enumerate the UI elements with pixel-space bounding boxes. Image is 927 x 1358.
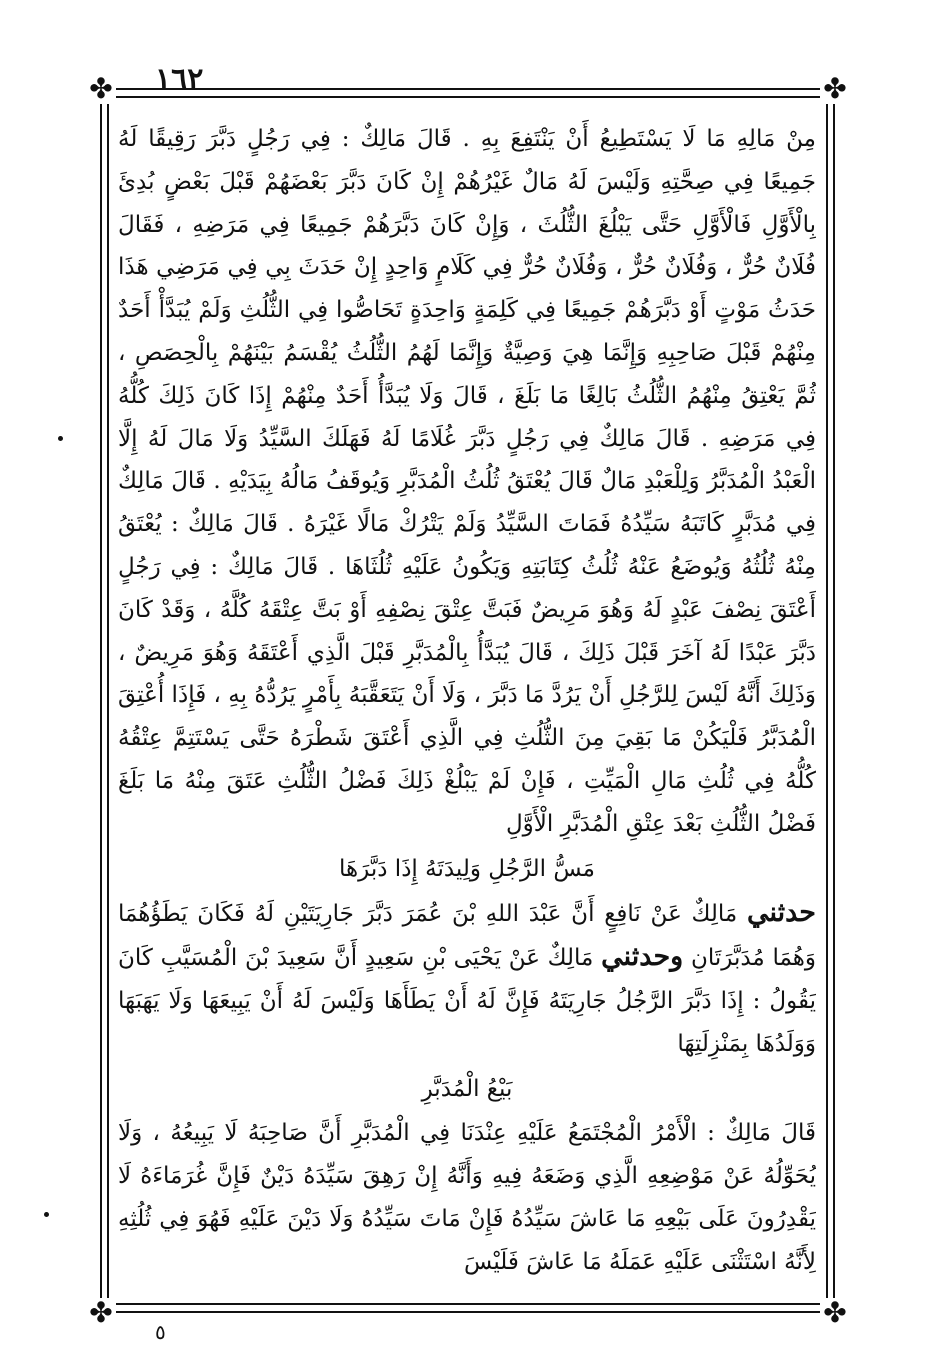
stray-dot [44, 1212, 49, 1217]
paragraph-mudabbar-rulings: مِنْ مَالِهِ مَا لَا يَسْتَطِيعُ أَنْ يَنْتَفِعَ بِهِ . قَالَ مَالِكٌ : فِي رَجُلٍ دَبَّرَ رَقِيقًا لَهُ جَمِيعًا فِي صِحَّتِهِ وَلَيْسَ لَهُ مَالٌ غَيْرُهُمْ إِنْ كَانَ دَبَّرَ بَعْضَهُمْ قَبْلَ بَعْضٍ بُدِئَ بِالْأَوَّلِ فَالْأَوَّلِ حَتَّى يَبْلُغَ الثُّلُثَ ، وَإِنْ كَانَ دَبَّرَهُمْ جَمِيعًا فِي مَرَضِهِ ، فَقَالَ فُلَانٌ حُرٌّ ، وَفُلَانٌ حُرٌّ ، وَفُلَانٌ حُرٌّ فِي كَلَامٍ وَاحِدٍ إِنْ حَدَثَ بِي فِي مَرَضِي هَذَا حَدَثُ مَوْتٍ أَوْ دَبَّرَهُمْ جَمِيعًا فِي كَلِمَةٍ وَاحِدَةٍ تَحَاصُّوا فِي الثُّلُثِ وَلَمْ يُبَدَّأْ أَحَدٌ مِنْهُمْ قَبْلَ صَاحِبِهِ وَإِنَّمَا هِيَ وَصِيَّةٌ وَإِنَّمَا لَهُمُ الثُّلُثُ يُقْسَمُ بَيْنَهُمْ بِالْحِصَصِ ، ثُمَّ يَعْتِقُ مِنْهُمُ الثُّلُثُ بَالِغًا مَا بَلَغَ ، قَالَ وَلَا يُبَدَّأُ أَحَدٌ مِنْهُمْ إِذَا كَانَ ذَلِكَ كُلُّهُ فِي مَرَضِهِ . قَالَ مَالِكٌ فِي رَجُلٍ دَبَّرَ غُلَامًا لَهُ فَهَلَكَ السَّيِّدُ وَلَا مَالَ لَهُ إِلَّا الْعَبْدُ الْمُدَبَّرُ وَلِلْعَبْدِ مَالٌ قَالَ يُعْتَقُ ثُلُثُ الْمُدَبَّرِ وَيُوقَفُ مَالُهُ بِيَدَيْهِ . قَالَ مَالِكٌ فِي مُدَبَّرٍ كَاتَبَهُ سَيِّدُهُ فَمَاتَ السَّيِّدُ وَلَمْ يَتْرُكْ مَالًا غَيْرَهُ . قَالَ مَالِكٌ : يُعْتَقُ مِنْهُ ثُلُثُهُ وَيُوضَعُ عَنْهُ ثُلُثُ كِتَابَتِهِ وَيَكُونُ عَلَيْهِ ثُلُثَاهَا . قَالَ مَالِكٌ : فِي رَجُلٍ أَعْتَقَ نِصْفَ عَبْدٍ لَهُ وَهُوَ مَرِيضٌ فَبَتَّ عِتْقَ نِصْفِهِ أَوْ بَتَّ عِتْقَهُ كُلَّهُ ، وَقَدْ كَانَ دَبَّرَ عَبْدًا لَهُ آخَرَ قَبْلَ ذَلِكَ ، قَالَ يُبَدَّأُ بِالْمُدَبَّرِ قَبْلَ الَّذِي أَعْتَقَهُ وَهُوَ مَرِيضٌ ، وَذَلِكَ أَنَّهُ لَيْسَ لِلرَّجُلِ أَنْ يَرُدَّ مَا دَبَّرَ ، وَلَا أَنْ يَتَعَقَّبَهُ بِأَمْرٍ يَرُدُّهُ بِهِ ، فَإِذَا أُعْتِقَ الْمُدَبَّرُ فَلْيَكُنْ مَا بَقِيَ مِنَ الثُّلُثِ فِي الَّذِي أَعْتَقَ شَطْرَهُ حَتَّى يَسْتَتِمَّ عِتْقُهُ كُلُّهُ فِي ثُلُثِ مَالِ الْمَيِّتِ ، فَإِنْ لَمْ يَبْلُغْ ذَلِكَ فَضْلُ الثُّلُثِ عَتَقَ مِنْهُ مَا بَلَغَ فَضْلُ الثُّلُثِ بَعْدَ عِتْقِ الْمُدَبَّرِ الْأَوَّلِ [118, 126, 816, 837]
text-body [118, 118, 816, 1293]
corner-ornament-icon: ✤ [86, 1298, 116, 1328]
paragraph-ibn-umar [118, 892, 816, 1065]
hadith-text: مَالِكٌ عَنْ نَافِعٍ أَنَّ عَبْدَ اللهِ بْنَ عُمَرَ دَبَّرَ جَارِيَتَيْنِ لَهُ فَكَانَ يَطَؤُهُمَا وَهُمَا مُدَبَّرَتَانِ [118, 901, 816, 972]
corner-ornament-icon: ✤ [86, 74, 116, 104]
hadith-text: مَالِكٌ عَنْ يَحْيَى بْنِ سَعِيدٍ أَنَّ سَعِيدَ بْنَ الْمُسَيَّبِ كَانَ يَقُولُ : إِذَا دَبَّرَ الرَّجُلُ جَارِيَتَهُ فَإِنَّ لَهُ أَنْ يَطَأَهَا وَلَيْسَ لَهُ أَنْ يَبِيعَهَا وَلَا يَهَبَهَا وَوَلَدُهَا بِمَنْزِلَتِهَا [118, 945, 816, 1057]
hadith-lead-word: حدثني [746, 897, 816, 929]
stray-dot [58, 436, 63, 441]
section-heading-sale-of-mudabbar: بَيْعُ الْمُدَبَّرِ [421, 1075, 513, 1102]
section-heading-touching-slave: مَسُّ الرَّجُلِ وَلِيدَتَهُ إِذَا دَبَّرَهَا [339, 855, 595, 882]
corner-ornament-icon: ✤ [820, 1298, 850, 1328]
footer-mark: ٥ [155, 1320, 166, 1344]
corner-ornament-icon: ✤ [820, 74, 850, 104]
page-number: ١٦٢ [155, 62, 204, 97]
paragraph-sale-ruling: قَالَ مَالِكٌ : الْأَمْرُ الْمُجْتَمَعُ عَلَيْهِ عِنْدَنَا فِي الْمُدَبَّرِ أَنَّ صَاحِبَهُ لَا يَبِيعُهُ ، وَلَا يُحَوِّلُهُ عَنْ مَوْضِعِهِ الَّذِي وَضَعَهُ فِيهِ وَأَنَّهُ إِنْ رَهِقَ سَيِّدَهُ دَيْنٌ فَإِنَّ غُرَمَاءَهُ لَا يَقْدِرُونَ عَلَى بَيْعِهِ مَا عَاشَ سَيِّدُهُ فَإِنْ مَاتَ سَيِّدُهُ وَلَا دَيْنَ عَلَيْهِ فَهُوَ فِي ثُلُثِهِ لِأَنَّهُ اسْتَثْنَى عَلَيْهِ عَمَلَهُ مَا عَاشَ فَلَيْسَ [118, 1120, 816, 1275]
hadith-lead-word: وحدثني [601, 941, 684, 973]
